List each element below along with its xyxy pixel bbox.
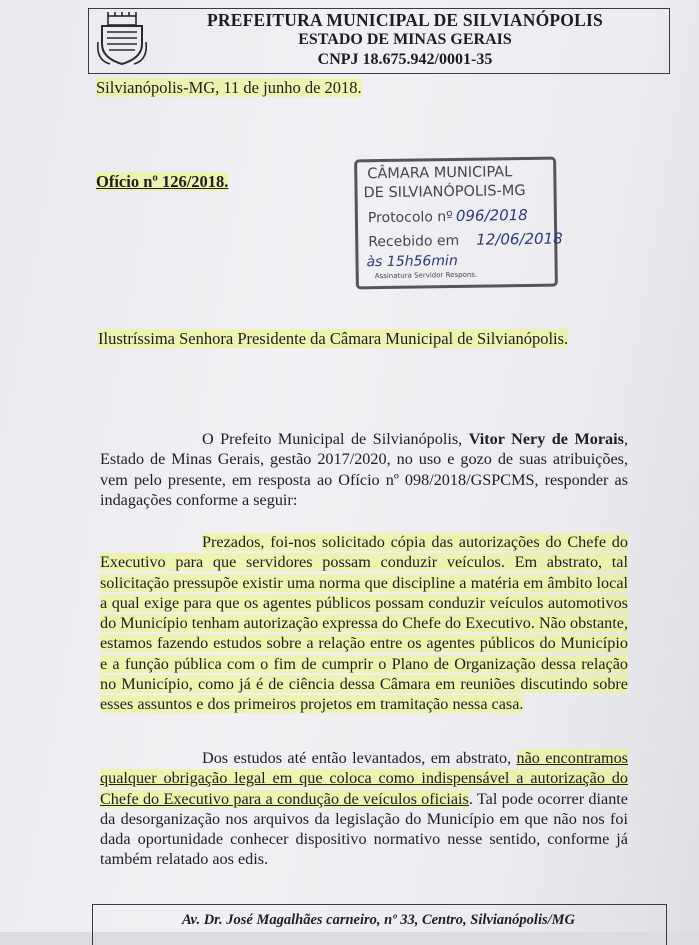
paragraph-3-underlined: não encontramos qualquer obrigação legal em que coloca como indispensável a autorização do Chefe do Executivo para a condução de veículos oficiais: [100, 749, 628, 808]
paragraph-2-text: Prezados, foi-nos solicitado cópia das autorizações do Chefe do Executivo para que servidores possam conduzir veículos. Em abstrato, tal solicitação pressupõe existir uma norma que discipline a matéria em âmbito local a qual exige para que os agentes públicos possam conduzir veículos automotivos do Município tenham autorização expressa do Chefe do Executivo. Não obstante, estamos fazendo estudos sobre a relação entre os agentes públicos do Município e a função pública com o fim de cumprir o Plano de Organização dessa relação no Município, como já é de ciência dessa Câmara em reuniões discutindo sobre esses assuntos e dos primeiros projetos em tramitação nessa casa.: [100, 533, 628, 714]
stamp-line-1: CÂMARA MUNICIPAL: [367, 164, 513, 183]
paragraph-3-end: . Tal pode ocorrer diante da desorganização nos arquivos da legislação do Município em que não nos foi dada oportunidade conhecer dispositivo normativo nesse sentido, conforme já também relatado aos edis.: [100, 789, 628, 869]
paragraph-1-end: , Estado de Minas Gerais, gestão 2017/2020, no uso e gozo de suas atribuições, vem pelo presente, em resposta ao Ofício nº 098/2018/GSPCMS, responder as indagações conforme a seguir:: [100, 430, 628, 509]
letterhead-cnpj: CNPJ 18.675.942/0001-35: [317, 51, 493, 68]
paragraph-3: [100, 748, 628, 870]
letterhead-state: ESTADO DE MINAS GERAIS: [298, 31, 512, 48]
salutation-text: Ilustríssima Senhora Presidente da Câmara Municipal de Silvianópolis.: [98, 329, 569, 348]
letterhead-title: PREFEITURA MUNICIPAL DE SILVIANÓPOLIS: [207, 10, 603, 30]
oficio-number-text: Ofício nº 126/2018.: [96, 172, 229, 191]
municipal-crest-icon: [96, 12, 148, 66]
paragraph-2: [100, 532, 628, 715]
stamp-recebido-label: Recebido em: [368, 232, 460, 251]
stamp-protocolo-label: Protocolo nº: [367, 209, 453, 227]
reception-stamp: [354, 157, 563, 290]
stamp-hora-value: às 15h56min: [366, 252, 458, 271]
salutation: [98, 329, 568, 349]
stamp-protocolo-value: 096/2018: [455, 205, 528, 225]
stamp-line-2: DE SILVIANÓPOLIS-MG: [363, 183, 526, 202]
paragraph-1: [100, 429, 628, 510]
stamp-recebido-value: 12/06/2018: [476, 229, 563, 249]
paragraph-1-start: O Prefeito Municipal de Silvianópolis,: [202, 430, 469, 448]
mayor-name: Vitor Nery de Morais: [468, 430, 624, 448]
stamp-signature-label: Assinatura Servidor Respons.: [374, 270, 478, 281]
footer-address: Av. Dr. José Magalhães carneiro, nº 33, Centro, Silvianópolis/MG: [181, 912, 576, 928]
oficio-number: [96, 172, 228, 192]
dateline: [96, 78, 362, 98]
dateline-text: Silvianópolis-MG, 11 de junho de 2018.: [96, 78, 362, 97]
paragraph-3-start: Dos estudos até então levantados, em abstrato,: [202, 749, 517, 767]
